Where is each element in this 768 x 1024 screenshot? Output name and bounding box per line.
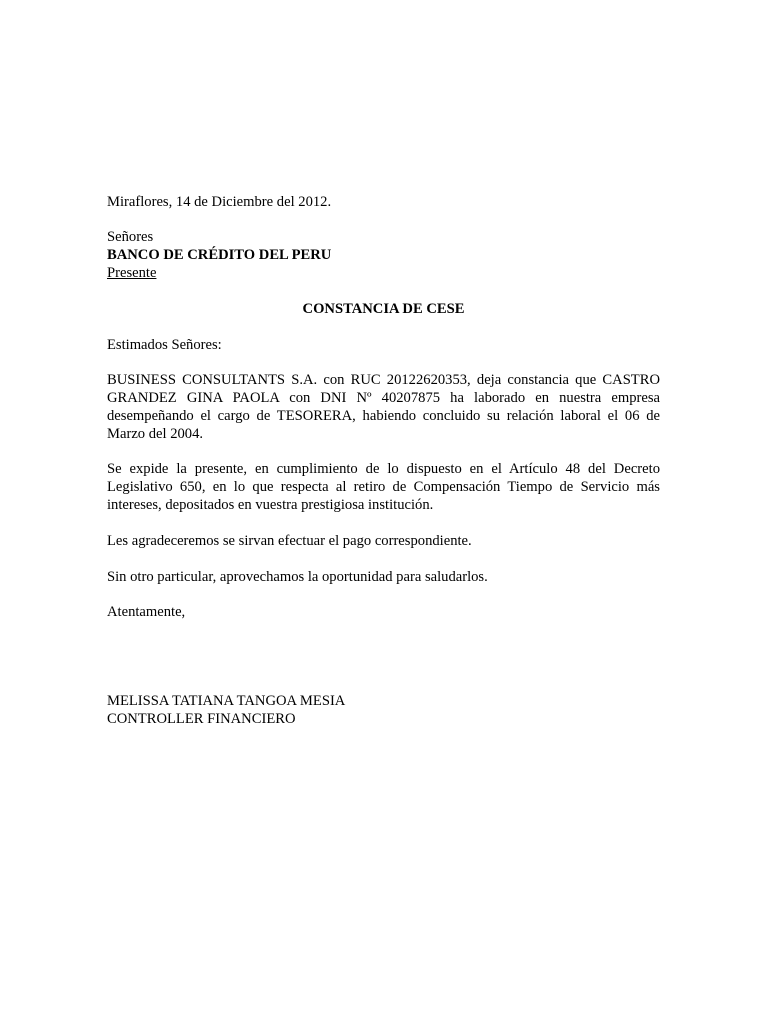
signature-block bbox=[107, 692, 660, 728]
greeting: Estimados Señores: bbox=[107, 337, 222, 353]
addressee-institution: BANCO DE CRÉDITO DEL PERU bbox=[107, 247, 332, 263]
addressee-block bbox=[107, 228, 660, 282]
document-title: CONSTANCIA DE CESE bbox=[302, 301, 465, 317]
addressee-salutation: Señores bbox=[107, 229, 154, 245]
paragraph-farewell: Sin otro particular, aprovechamos la oportunidad para saludarlos. bbox=[107, 569, 488, 585]
paragraph-request: Les agradeceremos se sirvan efectuar el pago correspondiente. bbox=[107, 533, 472, 549]
place-date: Miraflores, 14 de Diciembre del 2012. bbox=[107, 194, 332, 210]
closing: Atentamente, bbox=[107, 604, 186, 620]
paragraph-certification: BUSINESS CONSULTANTS S.A. con RUC 20122620353, deja constancia que CASTRO GRANDEZ GINA PAOLA con DNI Nº 40207875 ha laborado en nuestra empresa desempeñando el cargo de TESORERA, habiendo concluido su relación laboral el 06 de Marzo del 2004. bbox=[107, 372, 660, 442]
signatory-name: MELISSA TATIANA TANGOA MESIA bbox=[107, 693, 346, 709]
addressee-presente: Presente bbox=[107, 265, 157, 281]
paragraph-legal-basis: Se expide la presente, en cumplimiento de lo dispuesto en el Artículo 48 del Decreto Legislativo 650, en lo que respecta al retiro de Compensación Tiempo de Servicio más intereses, depositados en vuestra prestigiosa institución. bbox=[107, 461, 660, 513]
signatory-position: CONTROLLER FINANCIERO bbox=[107, 711, 296, 727]
